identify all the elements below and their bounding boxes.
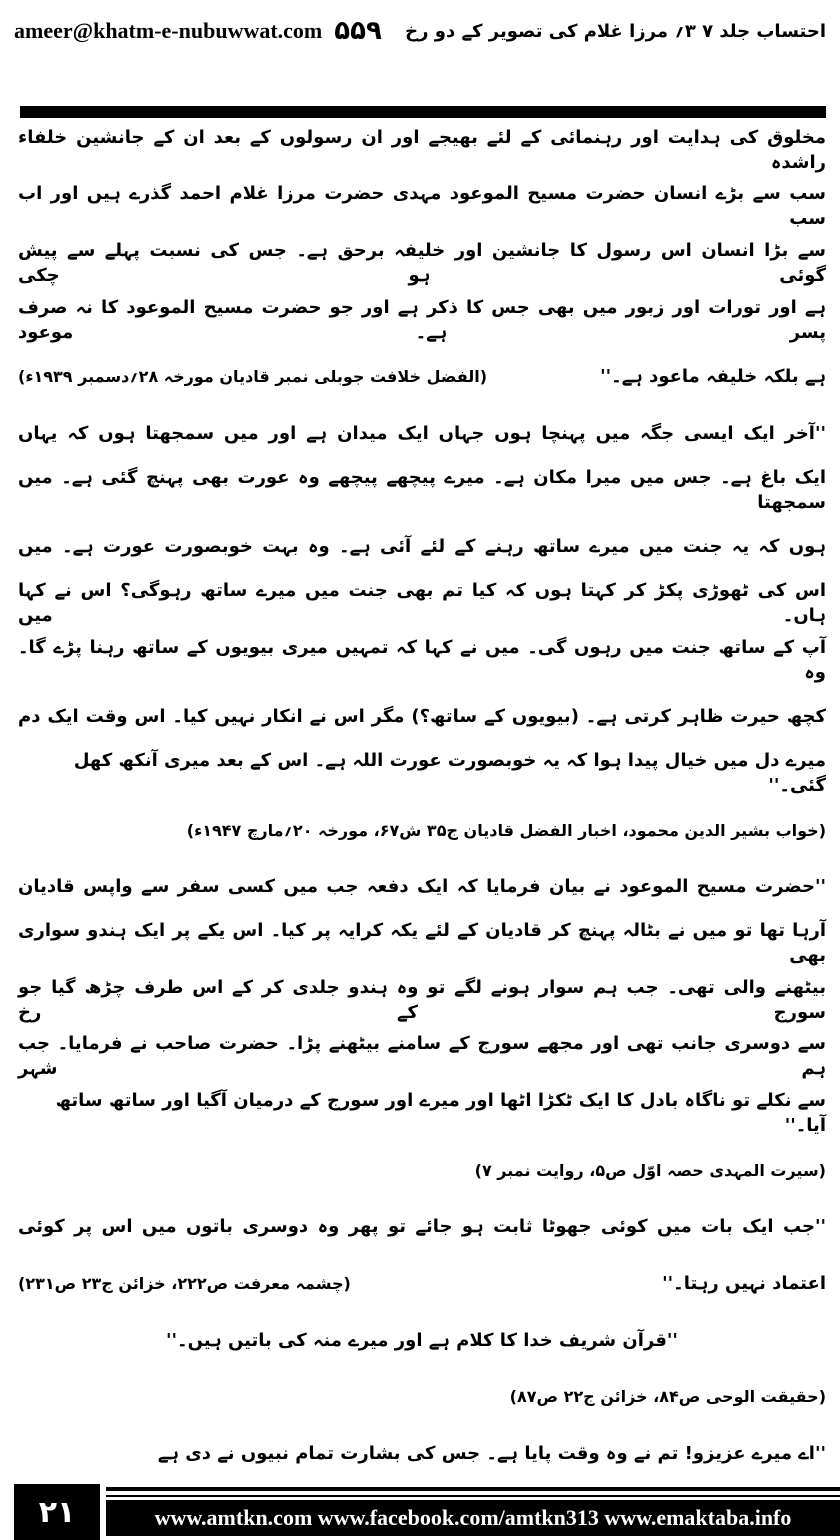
citation: (الفضل خلافت جوبلی نمبر قادیان مورخہ ۲۸؍دسمبر ۱۹۳۹ء) xyxy=(18,366,488,386)
footer-page-number: ۲۱ xyxy=(14,1484,100,1540)
text-line xyxy=(18,634,826,686)
footer-links: www.amtkn.com www.facebook.com/amtkn313 www.emaktaba.info xyxy=(106,1500,840,1536)
line-text: سے بڑا انسان اس رسول کا جانشین اور خلیفہ برحق ہے۔ جس کی نسبت پہلے سے پیش گوئی ہو چکی xyxy=(18,240,826,286)
citation: (چشمہ معرفت ص۲۲۲، خزائن ج۲۳ ص۲۳۱) xyxy=(18,1273,351,1293)
citation-line xyxy=(18,804,826,856)
citation-line xyxy=(18,1144,826,1196)
line-text: میرے دل میں خیال پیدا ہوا کہ یہ خوبصورت عورت اللہ ہے۔ اس کے بعد میری آنکھ کھل گئی۔'' xyxy=(73,750,826,796)
header-page-number: ۵۵۹ xyxy=(334,16,382,46)
line-text: بیٹھنے والی تھی۔ جب ہم سوار ہونے لگے تو وہ ہندو جلدی کر کے اس طرف چڑھ گیا جو سورج کے رخ xyxy=(18,977,826,1023)
line-text: سے دوسری جانب تھی اور مجھے سورج کے سامنے بیٹھنے پڑا۔ حضرت صاحب نے فرمایا۔ جب ہم شہر xyxy=(18,1033,826,1079)
line-text: ہے اور تورات اور زبور میں بھی جس کا ذکر ہے اور جو حضرت مسیح الموعود کا نہ صرف پسر ہے۔ موعود xyxy=(18,297,826,343)
line-text: ہوں کہ یہ جنت میں میرے ساتھ رہنے کے لئے آئی ہے۔ وہ بہت خوبصورت عورت ہے۔ میں xyxy=(18,535,826,557)
text-line xyxy=(18,237,826,289)
line-text: آپ کے ساتھ جنت میں رہوں گی۔ میں نے کہا کہ تمہیں میری بیویوں کے ساتھ رہنا پڑے گا۔ وہ xyxy=(18,637,826,683)
header-rule xyxy=(20,106,826,118)
text-line xyxy=(18,464,826,516)
text-line xyxy=(18,124,826,176)
text-line xyxy=(18,577,826,629)
footer-rule xyxy=(106,1495,840,1497)
line-text: آرہا تھا تو میں نے بٹالہ پہنچ کر قادیان کے لئے یکہ کرایہ پر کیا۔ اس یکے پر ایک ہندو سواری بھی xyxy=(18,920,826,966)
line-text: مخلوق کی ہدایت اور رہنمائی کے لئے بھیجے اور ان رسولوں کے بعد ان کے جانشین خلفاء راشدہ xyxy=(18,127,826,173)
line-text: سب سے بڑے انسان حضرت مسیح الموعود مہدی حضرت مرزا غلام احمد گذرے ہیں اور اب سب xyxy=(18,183,826,229)
text-line xyxy=(18,917,826,969)
text-line xyxy=(18,1427,826,1479)
line-text: ''جب ایک بات میں کوئی جھوٹا ثابت ہو جائے تو پھر وہ دوسری باتوں میں اس پر کوئی xyxy=(18,1215,826,1237)
line-text: سے نکلے تو ناگاہ بادل کا ایک ٹکڑا اٹھا اور میرے اور سورج کے درمیان آگیا اور ساتھ ساتھ آیا۔'' xyxy=(55,1090,826,1136)
text-line xyxy=(18,1200,826,1252)
line-text: اس کی ٹھوڑی پکڑ کر کہتا ہوں کہ کیا تم بھی جنت میں میرے ساتھ رہوگی؟ اس نے کہا ہاں۔ میں xyxy=(18,580,826,626)
footer-rule xyxy=(106,1487,840,1491)
line-text: ''آخر ایک ایسی جگہ میں پہنچا ہوں جہاں ایک میدان ہے اور میں سمجھتا ہوں کہ یہاں xyxy=(18,422,826,444)
text-line xyxy=(18,974,826,1026)
centered-quote: ''قرآن شریف خدا کا کلام ہے اور میرے منہ کی باتیں ہیں۔'' xyxy=(166,1329,678,1351)
text-line xyxy=(18,1087,826,1139)
quote-end: ہے بلکہ خلیفہ ماعود ہے۔'' xyxy=(600,365,826,387)
text-line-with-citation xyxy=(18,350,826,402)
text-line xyxy=(18,294,826,346)
centered-quote-line xyxy=(18,1314,826,1366)
line-text: ''حضرت مسیح الموعود نے بیان فرمایا کہ ایک دفعہ جب میں کسی سفر سے واپس قادیان xyxy=(18,875,826,897)
text-line xyxy=(18,860,826,912)
line-text: کچھ حیرت ظاہر کرتی ہے۔ (بیویوں کے ساتھ؟) مگر اس نے انکار نہیں کیا۔ اس وقت ایک دم xyxy=(18,705,826,727)
line-text: ایک باغ ہے۔ جس میں میرا مکان ہے۔ میرے پیچھے پیچھے وہ عورت بھی پہنچ گئی ہے۔ میں سمجھتا xyxy=(18,467,826,513)
text-line xyxy=(18,407,826,459)
text-line xyxy=(18,520,826,572)
citation: (حقیقت الوحی ص۸۴، خزائن ج۲۲ ص۸۷) xyxy=(509,1386,826,1406)
text-line xyxy=(18,690,826,742)
text-line xyxy=(18,1030,826,1082)
text-line xyxy=(18,747,826,799)
citation: (سیرت المہدی حصہ اوّل ص۵، روایت نمبر ۷) xyxy=(474,1160,826,1180)
citation: (خواب بشیر الدین محمود، اخبار الفضل قادیان ج۳۵ ش۶۷، مورخہ ۲۰؍مارچ ۱۹۴۷ء) xyxy=(186,820,826,840)
line-text: ''اے میرے عزیزو! تم نے وہ وقت پایا ہے۔ جس کی بشارت تمام نبیوں نے دی ہے xyxy=(157,1442,826,1464)
quote-end: اعتماد نہیں رہتا۔'' xyxy=(662,1272,826,1294)
citation-line xyxy=(18,1370,826,1422)
header-left xyxy=(14,16,382,46)
header-title: احتساب جلد ۷ ۳؍ مرزا غلام کی تصویر کے دو رخ xyxy=(405,20,826,42)
page-header xyxy=(14,6,826,56)
text-line xyxy=(18,180,826,232)
text-line-with-citation xyxy=(18,1257,826,1309)
header-email: ameer@khatm-e-nubuwwat.com xyxy=(14,18,323,43)
